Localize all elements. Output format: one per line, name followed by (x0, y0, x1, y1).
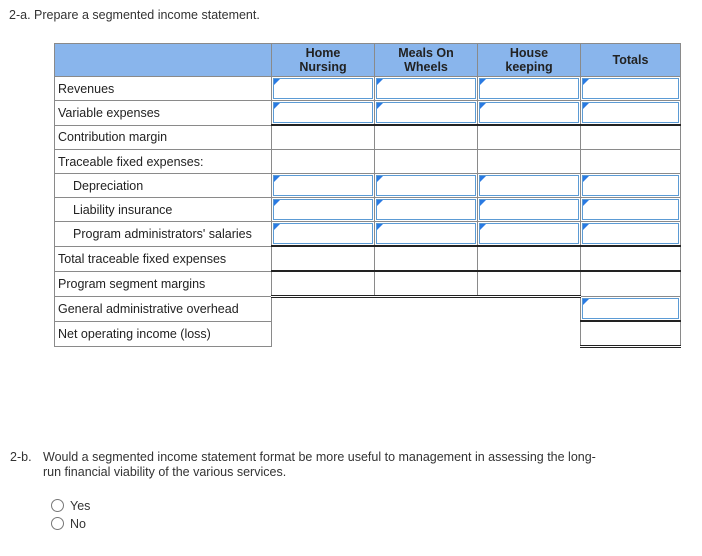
variable-housekeeping-input[interactable] (478, 101, 581, 126)
total-tfe-meals-cell[interactable] (375, 246, 478, 271)
total-tfe-home-nursing-cell[interactable] (272, 246, 375, 271)
salaries-totals-input[interactable] (581, 222, 681, 247)
radio-circle-icon[interactable] (51, 499, 64, 512)
header-totals: Totals (581, 44, 681, 77)
question-number: 2-b. (10, 450, 32, 464)
row-label: Traceable fixed expenses: (55, 150, 272, 174)
tfe-header-cell (581, 150, 681, 174)
depreciation-meals-input[interactable] (375, 174, 478, 198)
header-blank (55, 44, 272, 77)
row-label: Revenues (55, 77, 272, 101)
header-house-keeping: House keeping (478, 44, 581, 77)
cm-housekeeping-cell[interactable] (478, 125, 581, 150)
segment-margin-meals-cell[interactable] (375, 271, 478, 297)
segmented-income-statement-table (54, 43, 681, 348)
page-title: 2-a. Prepare a segmented income statement. (9, 8, 260, 22)
depreciation-totals-input[interactable] (581, 174, 681, 198)
depreciation-home-nursing-input[interactable] (272, 174, 375, 198)
tfe-header-cell (375, 150, 478, 174)
liability-housekeeping-input[interactable] (478, 198, 581, 222)
table-row (55, 198, 681, 222)
radio-no[interactable] (51, 517, 86, 531)
segment-margin-totals-cell[interactable] (581, 271, 681, 297)
radio-circle-icon[interactable] (51, 517, 64, 530)
salaries-meals-input[interactable] (375, 222, 478, 247)
row-label: Net operating income (loss) (55, 321, 272, 347)
table-row (55, 297, 681, 322)
row-label: Depreciation (55, 174, 272, 198)
variable-meals-input[interactable] (375, 101, 478, 126)
cm-totals-cell[interactable] (581, 125, 681, 150)
radio-no-label: No (70, 517, 86, 531)
radio-yes-label: Yes (70, 499, 91, 513)
salaries-housekeeping-input[interactable] (478, 222, 581, 247)
header-home-nursing: Home Nursing (272, 44, 375, 77)
question-text-line2: run financial viability of the various services. (43, 465, 287, 479)
revenues-totals-input[interactable] (581, 77, 681, 101)
table-row (55, 246, 681, 271)
table-header-row (55, 44, 681, 77)
table-row (55, 101, 681, 126)
question-text-line1: Would a segmented income statement format be more useful to management in assessing the long- (43, 450, 596, 464)
segment-margin-housekeeping-cell[interactable] (478, 271, 581, 297)
table-row (55, 321, 681, 347)
cm-home-nursing-cell[interactable] (272, 125, 375, 150)
segment-margin-home-nursing-cell[interactable] (272, 271, 375, 297)
header-meals-on-wheels: Meals On Wheels (375, 44, 478, 77)
liability-home-nursing-input[interactable] (272, 198, 375, 222)
variable-home-nursing-input[interactable] (272, 101, 375, 126)
row-label: Contribution margin (55, 125, 272, 150)
revenues-housekeeping-input[interactable] (478, 77, 581, 101)
table-row (55, 150, 681, 174)
tfe-header-cell (272, 150, 375, 174)
salaries-home-nursing-input[interactable] (272, 222, 375, 247)
total-tfe-housekeeping-cell[interactable] (478, 246, 581, 271)
row-label: Variable expenses (55, 101, 272, 126)
liability-totals-input[interactable] (581, 198, 681, 222)
table-row (55, 271, 681, 297)
revenues-home-nursing-input[interactable] (272, 77, 375, 101)
row-label: General administrative overhead (55, 297, 272, 322)
net-operating-income-totals-cell[interactable] (581, 321, 681, 347)
table-row (55, 222, 681, 247)
overhead-totals-input[interactable] (581, 297, 681, 322)
depreciation-housekeeping-input[interactable] (478, 174, 581, 198)
revenues-meals-input[interactable] (375, 77, 478, 101)
total-tfe-totals-cell[interactable] (581, 246, 681, 271)
table-row (55, 77, 681, 101)
row-label: Total traceable fixed expenses (55, 246, 272, 271)
variable-totals-input[interactable] (581, 101, 681, 126)
table-row (55, 174, 681, 198)
row-label: Program segment margins (55, 271, 272, 297)
row-label: Program administrators' salaries (55, 222, 272, 247)
table-row (55, 125, 681, 150)
question-2b (10, 450, 650, 480)
radio-yes[interactable] (51, 499, 90, 513)
tfe-header-cell (478, 150, 581, 174)
row-label: Liability insurance (55, 198, 272, 222)
cm-meals-cell[interactable] (375, 125, 478, 150)
liability-meals-input[interactable] (375, 198, 478, 222)
